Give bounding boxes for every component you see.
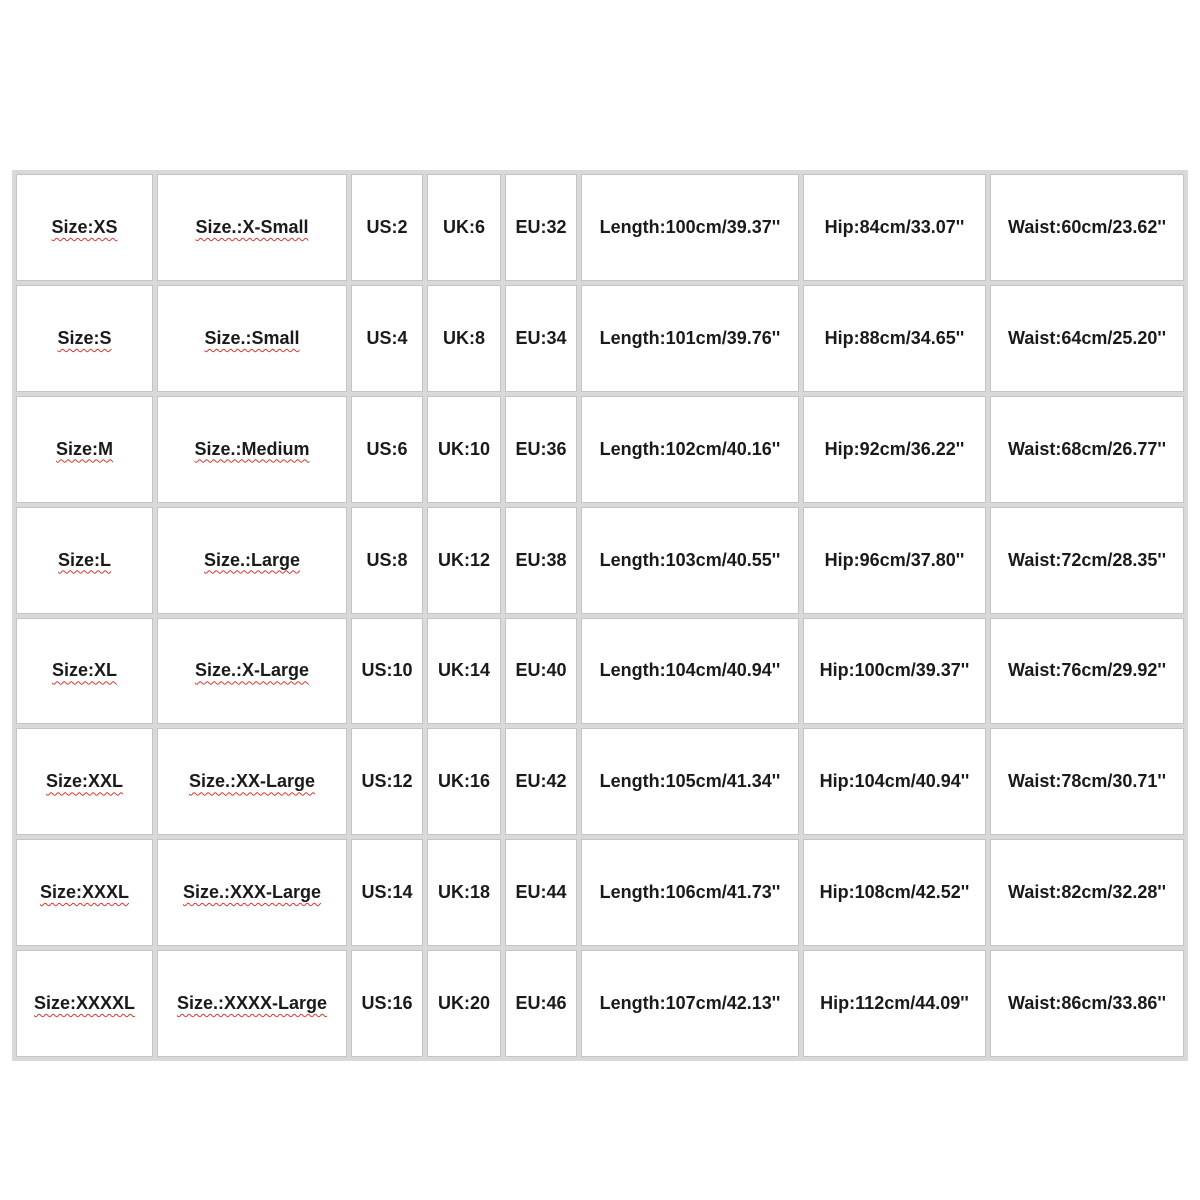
us-size-cell: US:16 — [351, 950, 423, 1057]
size-name-cell: Size.:Small — [157, 285, 347, 392]
us-size-cell: US:6 — [351, 396, 423, 503]
size-name-cell: Size.:Medium — [157, 396, 347, 503]
us-size-cell: US:12 — [351, 728, 423, 835]
size-cell: Size:M — [16, 396, 153, 503]
eu-size-cell: EU:36 — [505, 396, 577, 503]
size-cell: Size:XS — [16, 174, 153, 281]
length-cell: Length:105cm/41.34'' — [581, 728, 799, 835]
hip-cell: Hip:108cm/42.52'' — [803, 839, 986, 946]
waist-cell: Waist:86cm/33.86'' — [990, 950, 1184, 1057]
hip-cell: Hip:112cm/44.09'' — [803, 950, 986, 1057]
eu-size-cell: EU:40 — [505, 618, 577, 725]
eu-size-cell: EU:46 — [505, 950, 577, 1057]
hip-cell: Hip:96cm/37.80'' — [803, 507, 986, 614]
table-row — [16, 839, 1184, 946]
size-name-cell: Size.:Large — [157, 507, 347, 614]
size-cell: Size:XXXL — [16, 839, 153, 946]
eu-size-cell: EU:38 — [505, 507, 577, 614]
size-cell: Size:XL — [16, 618, 153, 725]
uk-size-cell: UK:14 — [427, 618, 501, 725]
table-row — [16, 507, 1184, 614]
size-name-cell: Size.:XXX-Large — [157, 839, 347, 946]
length-cell: Length:100cm/39.37'' — [581, 174, 799, 281]
uk-size-cell: UK:8 — [427, 285, 501, 392]
size-name-cell: Size.:X-Large — [157, 618, 347, 725]
table-row — [16, 396, 1184, 503]
size-name-cell: Size.:XXXX-Large — [157, 950, 347, 1057]
size-name-cell: Size.:XX-Large — [157, 728, 347, 835]
hip-cell: Hip:88cm/34.65'' — [803, 285, 986, 392]
waist-cell: Waist:78cm/30.71'' — [990, 728, 1184, 835]
table-row — [16, 950, 1184, 1057]
uk-size-cell: UK:16 — [427, 728, 501, 835]
eu-size-cell: EU:42 — [505, 728, 577, 835]
us-size-cell: US:14 — [351, 839, 423, 946]
waist-cell: Waist:68cm/26.77'' — [990, 396, 1184, 503]
table-row — [16, 728, 1184, 835]
length-cell: Length:107cm/42.13'' — [581, 950, 799, 1057]
size-cell: Size:L — [16, 507, 153, 614]
hip-cell: Hip:104cm/40.94'' — [803, 728, 986, 835]
us-size-cell: US:2 — [351, 174, 423, 281]
hip-cell: Hip:100cm/39.37'' — [803, 618, 986, 725]
table-row — [16, 285, 1184, 392]
waist-cell: Waist:72cm/28.35'' — [990, 507, 1184, 614]
eu-size-cell: EU:44 — [505, 839, 577, 946]
length-cell: Length:102cm/40.16'' — [581, 396, 799, 503]
uk-size-cell: UK:6 — [427, 174, 501, 281]
us-size-cell: US:8 — [351, 507, 423, 614]
table-row — [16, 174, 1184, 281]
waist-cell: Waist:64cm/25.20'' — [990, 285, 1184, 392]
eu-size-cell: EU:34 — [505, 285, 577, 392]
size-cell: Size:XXL — [16, 728, 153, 835]
table-row — [16, 618, 1184, 725]
length-cell: Length:103cm/40.55'' — [581, 507, 799, 614]
size-cell: Size:S — [16, 285, 153, 392]
uk-size-cell: UK:18 — [427, 839, 501, 946]
us-size-cell: US:10 — [351, 618, 423, 725]
eu-size-cell: EU:32 — [505, 174, 577, 281]
size-chart-table — [12, 170, 1188, 1061]
waist-cell: Waist:76cm/29.92'' — [990, 618, 1184, 725]
us-size-cell: US:4 — [351, 285, 423, 392]
length-cell: Length:101cm/39.76'' — [581, 285, 799, 392]
hip-cell: Hip:84cm/33.07'' — [803, 174, 986, 281]
length-cell: Length:106cm/41.73'' — [581, 839, 799, 946]
waist-cell: Waist:82cm/32.28'' — [990, 839, 1184, 946]
uk-size-cell: UK:10 — [427, 396, 501, 503]
size-name-cell: Size.:X-Small — [157, 174, 347, 281]
waist-cell: Waist:60cm/23.62'' — [990, 174, 1184, 281]
length-cell: Length:104cm/40.94'' — [581, 618, 799, 725]
uk-size-cell: UK:20 — [427, 950, 501, 1057]
size-cell: Size:XXXXL — [16, 950, 153, 1057]
uk-size-cell: UK:12 — [427, 507, 501, 614]
hip-cell: Hip:92cm/36.22'' — [803, 396, 986, 503]
